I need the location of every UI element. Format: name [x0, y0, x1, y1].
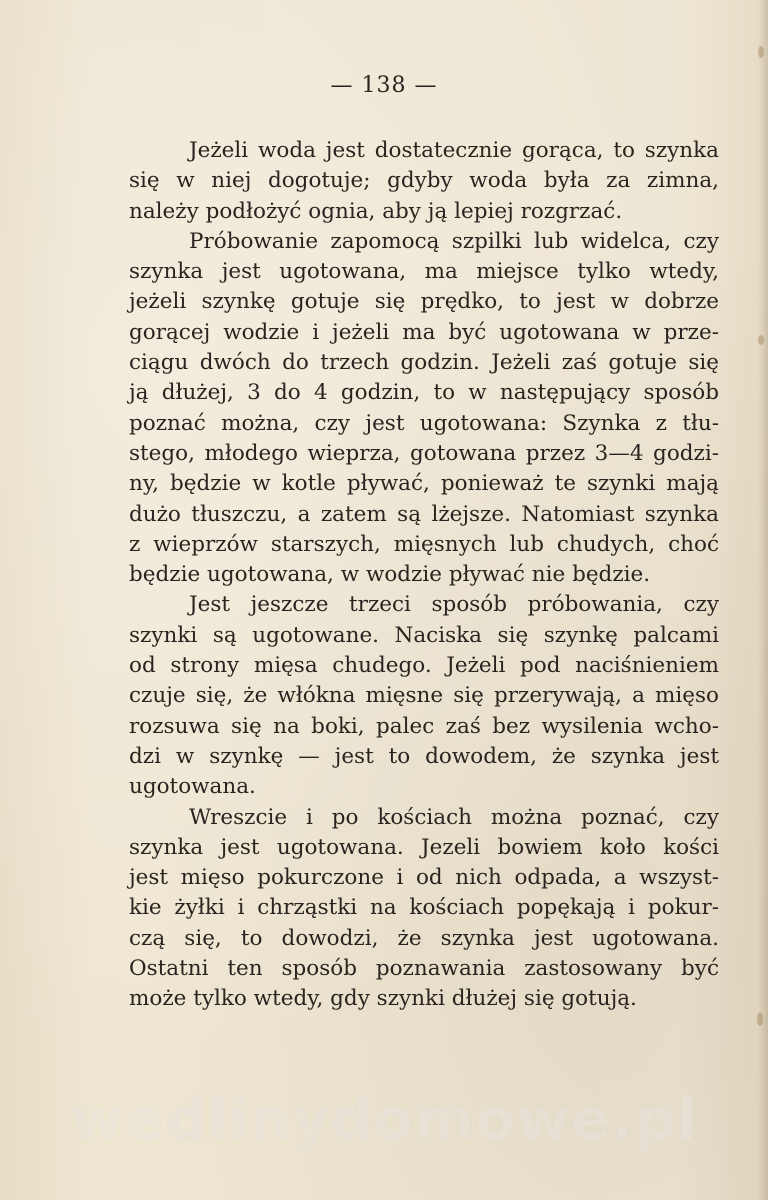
text-line: Jest jeszcze trzeci sposób próbowania, czy — [189, 592, 719, 618]
text-line: Jeżeli woda jest dostatecznie gorąca, to szynka — [189, 138, 719, 163]
text-line: będzie ugotowana, w wodzie pływać nie będzie. — [129, 562, 651, 588]
text-line: gorącej wodzie i jeżeli ma być ugotowana w prze- — [129, 319, 719, 345]
text-line: Próbowanie zapomocą szpilki lub widelca, czy — [189, 228, 719, 254]
text-line: ugotowana. — [129, 774, 256, 800]
page-number: — 138 — — [330, 73, 438, 98]
ink-spot — [757, 1012, 763, 1026]
text-line: z wieprzów starszych, mięsnych lub chudych, choć — [129, 531, 719, 557]
text-line: od strony mięsa chudego. Jeżeli pod naciśnieniem — [129, 653, 719, 679]
text-line: należy podłożyć ognia, aby ją lepiej rozgrzać. — [129, 198, 623, 224]
text-line: dużo tłuszczu, a zatem są lżejsze. Natomiast szynka — [129, 501, 719, 527]
text-line: dzi w szynkę — jest to dowodem, że szynka jest — [129, 743, 719, 769]
text-line: stego, młodego wieprza, gotowana przez 3—4 godzi- — [129, 440, 719, 466]
text-line: czą się, to dowodzi, że szynka jest ugotowana. — [129, 925, 719, 951]
body-text — [129, 136, 719, 1015]
text-line: Ostatni ten sposób poznawania zastosowany być — [129, 956, 719, 982]
text-line: może tylko wtedy, gdy szynki dłużej się gotują. — [129, 986, 637, 1012]
text-line: kie żyłki i chrząstki na kościach popękają i pokur- — [129, 895, 719, 921]
ink-spot — [758, 46, 764, 58]
text-line: czuje się, że włókna mięsne się przerywają, a mięso — [129, 683, 719, 709]
text-line: ny, będzie w kotle pływać, ponieważ te szynki mają — [129, 471, 719, 497]
text-line: się w niej dogotuje; gdyby woda była za zimna, — [129, 168, 719, 194]
text-line: ją dłużej, 3 do 4 godzin, to w następujący sposób — [129, 380, 719, 406]
text-line: poznać można, czy jest ugotowana: Szynka z tłu- — [129, 410, 719, 436]
text-line: szynki są ugotowane. Naciska się szynkę palcami — [129, 622, 719, 648]
text-line: szynka jest ugotowana. Jezeli bowiem koło kości — [129, 834, 719, 860]
text-line: jest mięso pokurczone i od nich odpada, a wszyst- — [129, 865, 719, 891]
watermark: wedlinydomowe.pl — [70, 1085, 698, 1153]
text-line: ciągu dwóch do trzech godzin. Jeżeli zaś gotuje się — [129, 350, 719, 376]
text-line: rozsuwa się na boki, palec zaś bez wysilenia wcho- — [129, 713, 719, 739]
ink-spot — [758, 335, 764, 345]
text-line: Wreszcie i po kościach można poznać, czy — [189, 804, 719, 830]
text-line: jeżeli szynkę gotuje się prędko, to jest w dobrze — [129, 289, 719, 315]
text-line: szynka jest ugotowana, ma miejsce tylko wtedy, — [129, 259, 719, 285]
